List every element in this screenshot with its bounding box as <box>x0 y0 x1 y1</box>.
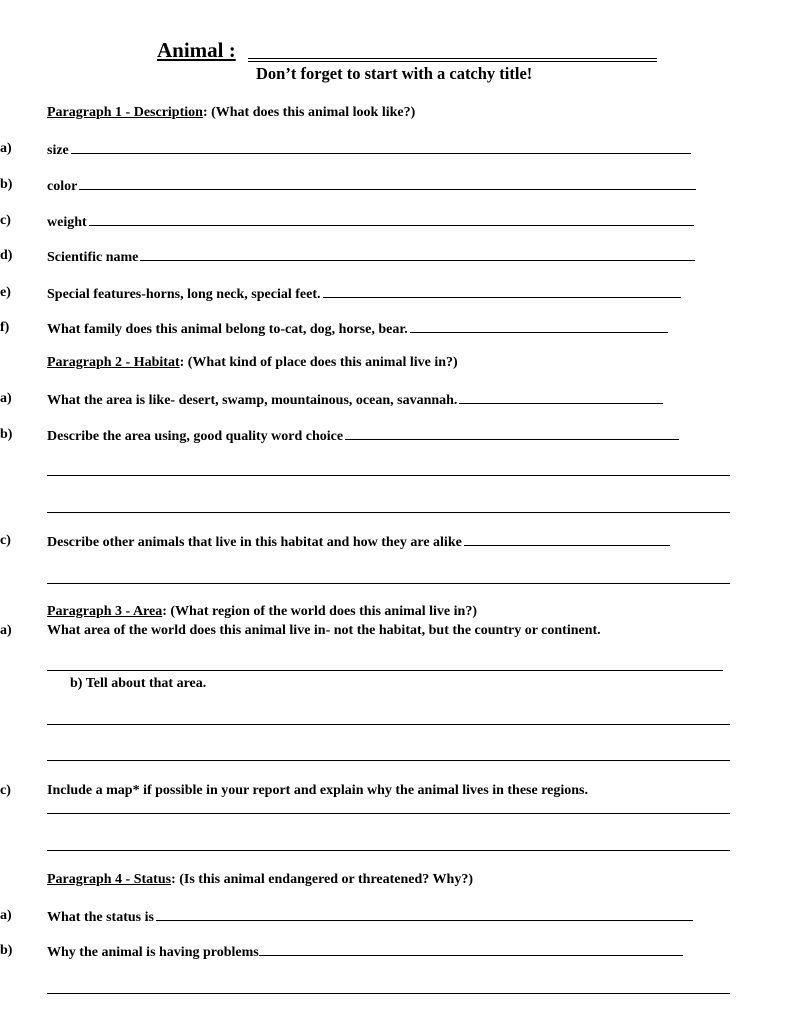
list-item <box>47 943 683 961</box>
title-blank[interactable] <box>248 58 657 59</box>
title-blank-double <box>248 61 657 62</box>
map-label: Include a map* if possible in your report and explain why the animal lives in these regions. <box>47 783 589 798</box>
family-label: What family does this animal belong to-cat, dog, horse, bear. <box>47 322 408 337</box>
paragraph-4-heading <box>47 872 473 888</box>
list-item <box>47 908 693 926</box>
special-features-label: Special features-horns, long neck, special feet. <box>47 287 321 302</box>
item-letter: b) <box>0 427 13 442</box>
item-letter: a) <box>0 908 12 923</box>
list-item <box>47 285 681 303</box>
subtitle: Don’t forget to start with a catchy title! <box>256 64 533 83</box>
area-like-label: What the area is like- desert, swamp, mountainous, ocean, savannah. <box>47 393 458 408</box>
item-letter: a) <box>0 141 12 156</box>
list-item <box>47 427 679 445</box>
weight-label: weight <box>47 215 87 230</box>
tell-about-area-label: b) Tell about that area. <box>70 676 207 691</box>
paragraph-3-question: : (What region of the world does this animal live in?) <box>162 604 477 619</box>
describe-area-label: Describe the area using, good quality word choice <box>47 429 344 444</box>
paragraph-2-heading <box>47 355 458 371</box>
item-letter: b) <box>0 177 13 192</box>
answer-line[interactable] <box>47 760 730 761</box>
special-features-blank[interactable] <box>323 285 681 298</box>
color-label: color <box>47 179 78 194</box>
size-label: size <box>47 143 69 158</box>
area-like-blank[interactable] <box>459 391 663 404</box>
paragraph-4-title: Paragraph 4 - Status <box>47 872 172 887</box>
paragraph-3-title: Paragraph 3 - Area <box>47 604 163 619</box>
answer-line[interactable] <box>47 583 730 584</box>
color-blank[interactable] <box>79 177 696 190</box>
problems-blank[interactable] <box>259 943 683 956</box>
size-blank[interactable] <box>71 141 691 154</box>
paragraph-2-title: Paragraph 2 - Habitat <box>47 355 180 370</box>
item-letter: c) <box>0 533 11 548</box>
item-letter: b) <box>0 943 13 958</box>
problems-label: Why the animal is having problems <box>47 945 259 960</box>
answer-line[interactable] <box>47 670 723 671</box>
answer-line[interactable] <box>47 813 730 814</box>
answer-line[interactable] <box>47 724 730 725</box>
paragraph-1-question: : (What does this animal look like?) <box>202 105 416 120</box>
answer-line[interactable] <box>47 993 730 994</box>
item-letter: c) <box>0 783 11 798</box>
list-item <box>47 177 696 195</box>
item-letter: a) <box>0 391 12 406</box>
item-letter: a) <box>0 623 12 638</box>
answer-line[interactable] <box>47 475 730 476</box>
other-animals-label: Describe other animals that live in this habitat and how they are alike <box>47 535 462 550</box>
list-item <box>47 391 663 409</box>
scientific-name-blank[interactable] <box>140 248 695 261</box>
answer-line[interactable] <box>47 512 730 513</box>
item-letter: c) <box>0 213 11 228</box>
other-animals-blank[interactable] <box>464 533 670 546</box>
list-item <box>47 248 695 266</box>
paragraph-4-question: : (Is this animal endangered or threatened? Why?) <box>171 872 473 887</box>
paragraph-1-title: Paragraph 1 - Description <box>47 105 203 120</box>
paragraph-2-question: : (What kind of place does this animal live in?) <box>179 355 458 370</box>
paragraph-1-heading <box>47 105 415 121</box>
answer-line[interactable] <box>47 850 730 851</box>
describe-area-blank[interactable] <box>345 427 679 440</box>
item-letter: e) <box>0 285 11 300</box>
weight-blank[interactable] <box>89 213 694 226</box>
family-blank[interactable] <box>410 320 668 333</box>
title-label: Animal : <box>157 38 236 62</box>
list-item <box>47 320 668 338</box>
scientific-name-label: Scientific name <box>47 250 139 265</box>
item-letter: d) <box>0 248 13 263</box>
list-item <box>47 533 670 551</box>
item-letter: f) <box>0 320 10 335</box>
world-area-label: What area of the world does this animal live in- not the habitat, but the country or continent. <box>47 623 601 638</box>
paragraph-3-heading <box>47 604 477 620</box>
status-blank[interactable] <box>156 908 693 921</box>
status-label: What the status is <box>47 910 154 925</box>
list-item <box>47 141 691 159</box>
list-item <box>47 213 694 231</box>
